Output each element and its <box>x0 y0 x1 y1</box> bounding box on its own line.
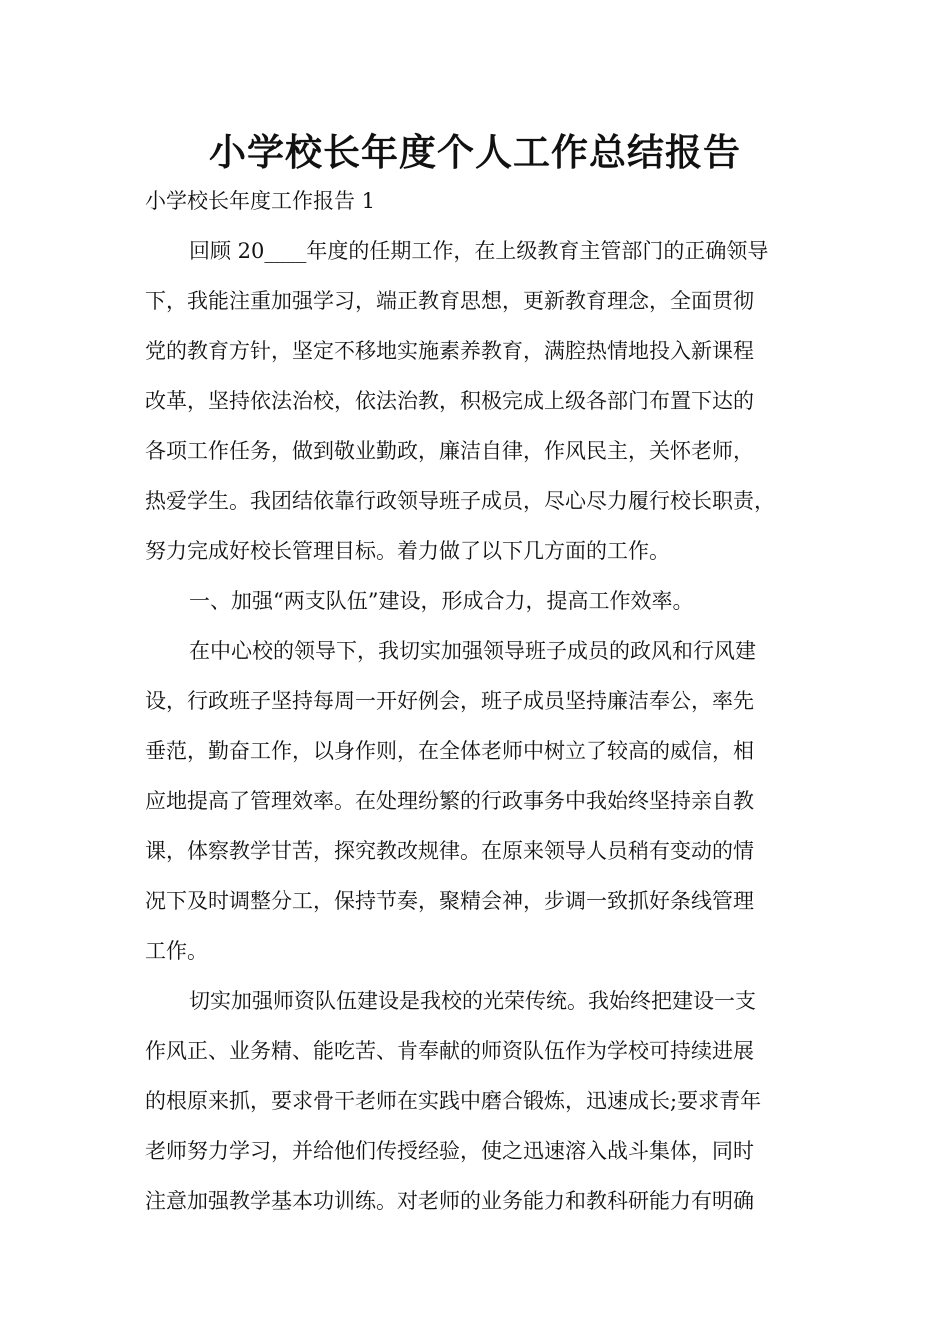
paragraph-line: 切实加强师资队伍建设是我校的光荣传统。我始终把建设一支 <box>189 989 756 1013</box>
paragraph-line: 党的教育方针，坚定不移地实施素养教育，满腔热情地投入新课程 <box>145 339 754 363</box>
paragraph-line: 努力完成好校长管理目标。着力做了以下几方面的工作。 <box>145 539 670 563</box>
paragraph-line: 老师努力学习，并给他们传授经验，使之迅速溶入战斗集体，同时 <box>145 1139 754 1163</box>
paragraph-line: 工作。 <box>145 939 208 963</box>
paragraph-line: 应地提高了管理效率。在处理纷繁的行政事务中我始终坚持亲自教 <box>145 789 754 813</box>
paragraph-line: 的根原来抓，要求骨干老师在实践中磨合锻炼，迅速成长;要求青年 <box>145 1089 762 1113</box>
document-title: 小学校长年度个人工作总结报告 <box>209 130 741 174</box>
paragraph-line: 注意加强教学基本功训练。对老师的业务能力和教科研能力有明确 <box>145 1189 754 1213</box>
section-heading: 一、加强“两支队伍”建设，形成合力，提高工作效率。 <box>189 589 694 613</box>
paragraph-line: 设，行政班子坚持每周一开好例会，班子成员坚持廉洁奉公，率先 <box>145 689 754 713</box>
paragraph-line: 况下及时调整分工，保持节奏，聚精会神，步调一致抓好条线管理 <box>145 889 754 913</box>
paragraph-line: 作风正、业务精、能吃苦、肯奉献的师资队伍作为学校可持续进展 <box>145 1039 754 1063</box>
paragraph-line: 垂范，勤奋工作，以身作则，在全体老师中树立了较高的威信，相 <box>145 739 754 763</box>
paragraph-line: 在中心校的领导下，我切实加强领导班子成员的政风和行风建 <box>189 639 756 663</box>
paragraph-line: 改革，坚持依法治校，依法治教，积极完成上级各部门布置下达的 <box>145 389 754 413</box>
paragraph-line: 回顾 20____年度的任期工作，在上级教育主管部门的正确领导 <box>189 239 769 263</box>
paragraph-line: 热爱学生。我团结依靠行政领导班子成员，尽心尽力履行校长职责， <box>145 489 775 513</box>
paragraph-line: 下，我能注重加强学习，端正教育思想，更新教育理念，全面贯彻 <box>145 289 754 313</box>
paragraph-line: 课，体察教学甘苦，探究教改规律。在原来领导人员稍有变动的情 <box>145 839 754 863</box>
paragraph-line: 各项工作任务，做到敬业勤政，廉洁自律，作风民主，关怀老师， <box>145 439 754 463</box>
document-subtitle: 小学校长年度工作报告 1 <box>145 189 376 213</box>
